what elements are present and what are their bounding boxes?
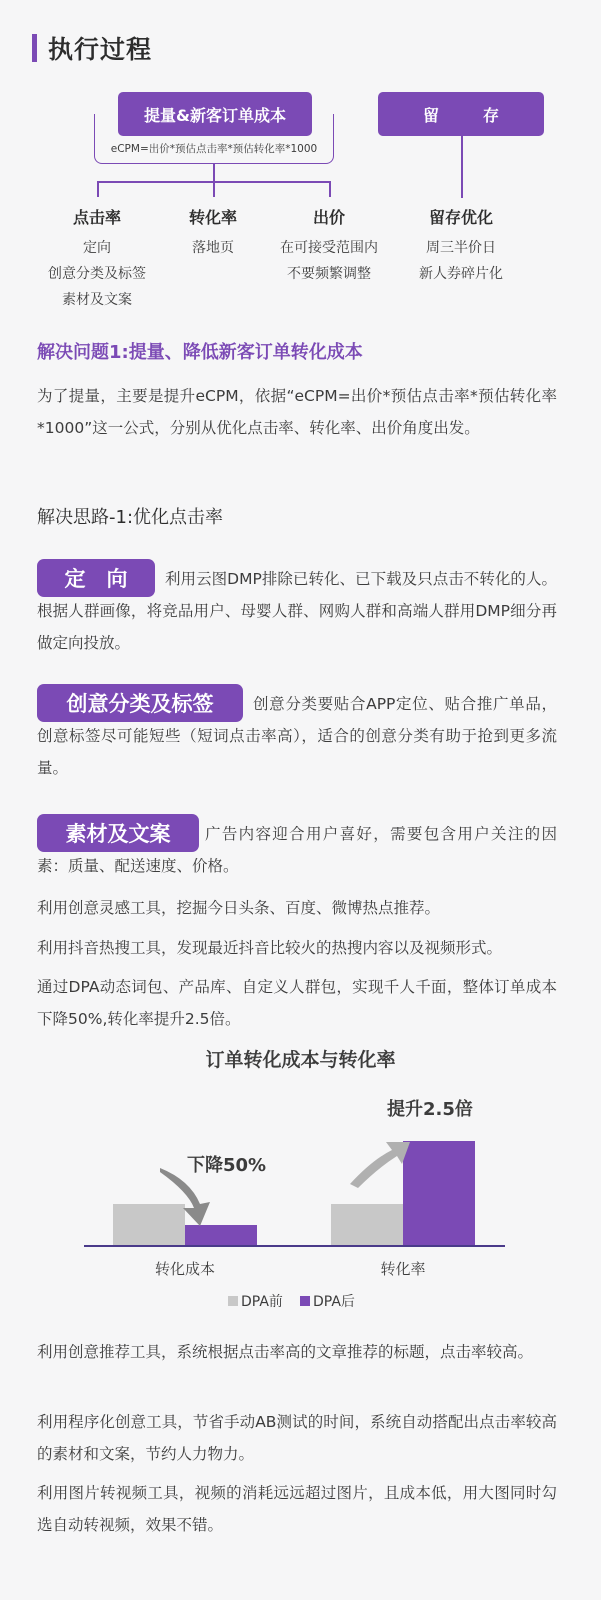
bar-before xyxy=(113,1204,185,1246)
legend-swatch xyxy=(228,1296,238,1306)
category-item: 创意分类及标签 xyxy=(48,266,146,282)
annotation-increase: 提升2.5倍 xyxy=(387,1099,473,1120)
targeting-text: 利用云图DMP排除已转化、已下载及只点击不转化的人。根据人群画像，将竞品用户、母婴人群、网购人群和高端人群用DMP细分再做定向投放。 xyxy=(37,570,557,652)
section-intro: 为了提量，主要是提升eCPM，依据“eCPM=出价*预估点击率*预估转化率*1000”这一公式，分别从优化点击率、转化率、出价角度出发。 xyxy=(37,387,557,437)
tag-material-copy: 素材及文案 xyxy=(37,814,199,852)
category-title-bid: 出价 xyxy=(312,208,345,227)
category-item: 周三半价日 xyxy=(426,240,496,256)
paragraph: 利用抖音热搜工具，发现最近抖音比较火的热搜内容以及视频形式。 xyxy=(37,939,503,957)
connector-retention xyxy=(461,136,463,198)
paragraph: 利用创意推荐工具，系统根据点击率高的文章推荐的标题，点击率较高。 xyxy=(37,1343,534,1361)
main-goal-box: 提量&新客订单成本 xyxy=(118,92,312,136)
retention-box: 留 存 xyxy=(378,92,544,136)
paragraph: 利用图片转视频工具，视频的消耗远远超过图片，且成本低，用大图同时勾选自动转视频，效果不错。 xyxy=(37,1484,557,1534)
connector-bid xyxy=(329,181,331,197)
creative-text: 创意分类要贴合APP定位、贴合推广单品，创意标签尽可能短些（短词点击率高），适合的创意分类有助于抢到更多流量。 xyxy=(37,695,557,777)
legend-label: DPA后 xyxy=(313,1294,355,1310)
category-title-conversion: 转化率 xyxy=(188,208,237,227)
bar-before xyxy=(331,1204,403,1246)
title-accent-bar xyxy=(32,34,37,62)
paragraph: 利用程序化创意工具，节省手动AB测试的时间，系统自动搭配出点击率较高的素材和文案，节约人力物力。 xyxy=(37,1413,557,1463)
section-title: 解决问题1:提量、降低新客订单转化成本 xyxy=(37,342,363,363)
connector-clickrate xyxy=(97,181,99,197)
bar-chart xyxy=(0,1080,601,1320)
category-title-retention: 留存优化 xyxy=(428,208,493,227)
tag-targeting: 定 向 xyxy=(37,559,155,597)
category-item: 不要频繁调整 xyxy=(287,266,371,282)
bar-after xyxy=(185,1225,257,1246)
x-tick-label: 转化成本 xyxy=(154,1260,216,1278)
annotation-decrease: 下降50% xyxy=(187,1155,267,1176)
paragraph: 通过DPA动态词包、产品库、自定义人群包，实现千人千面，整体订单成本下降50%,转化率提升2.5倍。 xyxy=(37,978,557,1028)
category-title-clickrate: 点击率 xyxy=(72,208,121,227)
tag-creative-category: 创意分类及标签 xyxy=(37,684,243,722)
legend-swatch xyxy=(300,1296,310,1306)
paragraph: 利用创意灵感工具，挖掘今日头条、百度、微博热点推荐。 xyxy=(37,899,441,917)
connector-conversion xyxy=(213,181,215,197)
ecpm-formula: eCPM=出价*预估点击率*预估转化率*1000 xyxy=(110,143,318,155)
bar-after xyxy=(403,1141,475,1246)
x-tick-label: 转化率 xyxy=(380,1260,426,1278)
up-arrow-icon xyxy=(350,1142,410,1188)
category-item: 定向 xyxy=(83,240,111,256)
material-text: 广告内容迎合用户喜好，需要包含用户关注的因素：质量、配送速度、价格。 xyxy=(37,825,557,875)
connector-main-down xyxy=(213,164,215,182)
category-item: 素材及文案 xyxy=(62,292,132,308)
category-item: 新人券碎片化 xyxy=(419,266,503,282)
page-title: 执行过程 xyxy=(48,35,153,64)
category-item: 落地页 xyxy=(192,240,234,256)
solution-subtitle: 解决思路-1:优化点击率 xyxy=(37,507,224,528)
category-item: 在可接受范围内 xyxy=(280,240,378,256)
legend-label: DPA前 xyxy=(241,1294,283,1310)
chart-title: 订单转化成本与转化率 xyxy=(205,1049,396,1071)
